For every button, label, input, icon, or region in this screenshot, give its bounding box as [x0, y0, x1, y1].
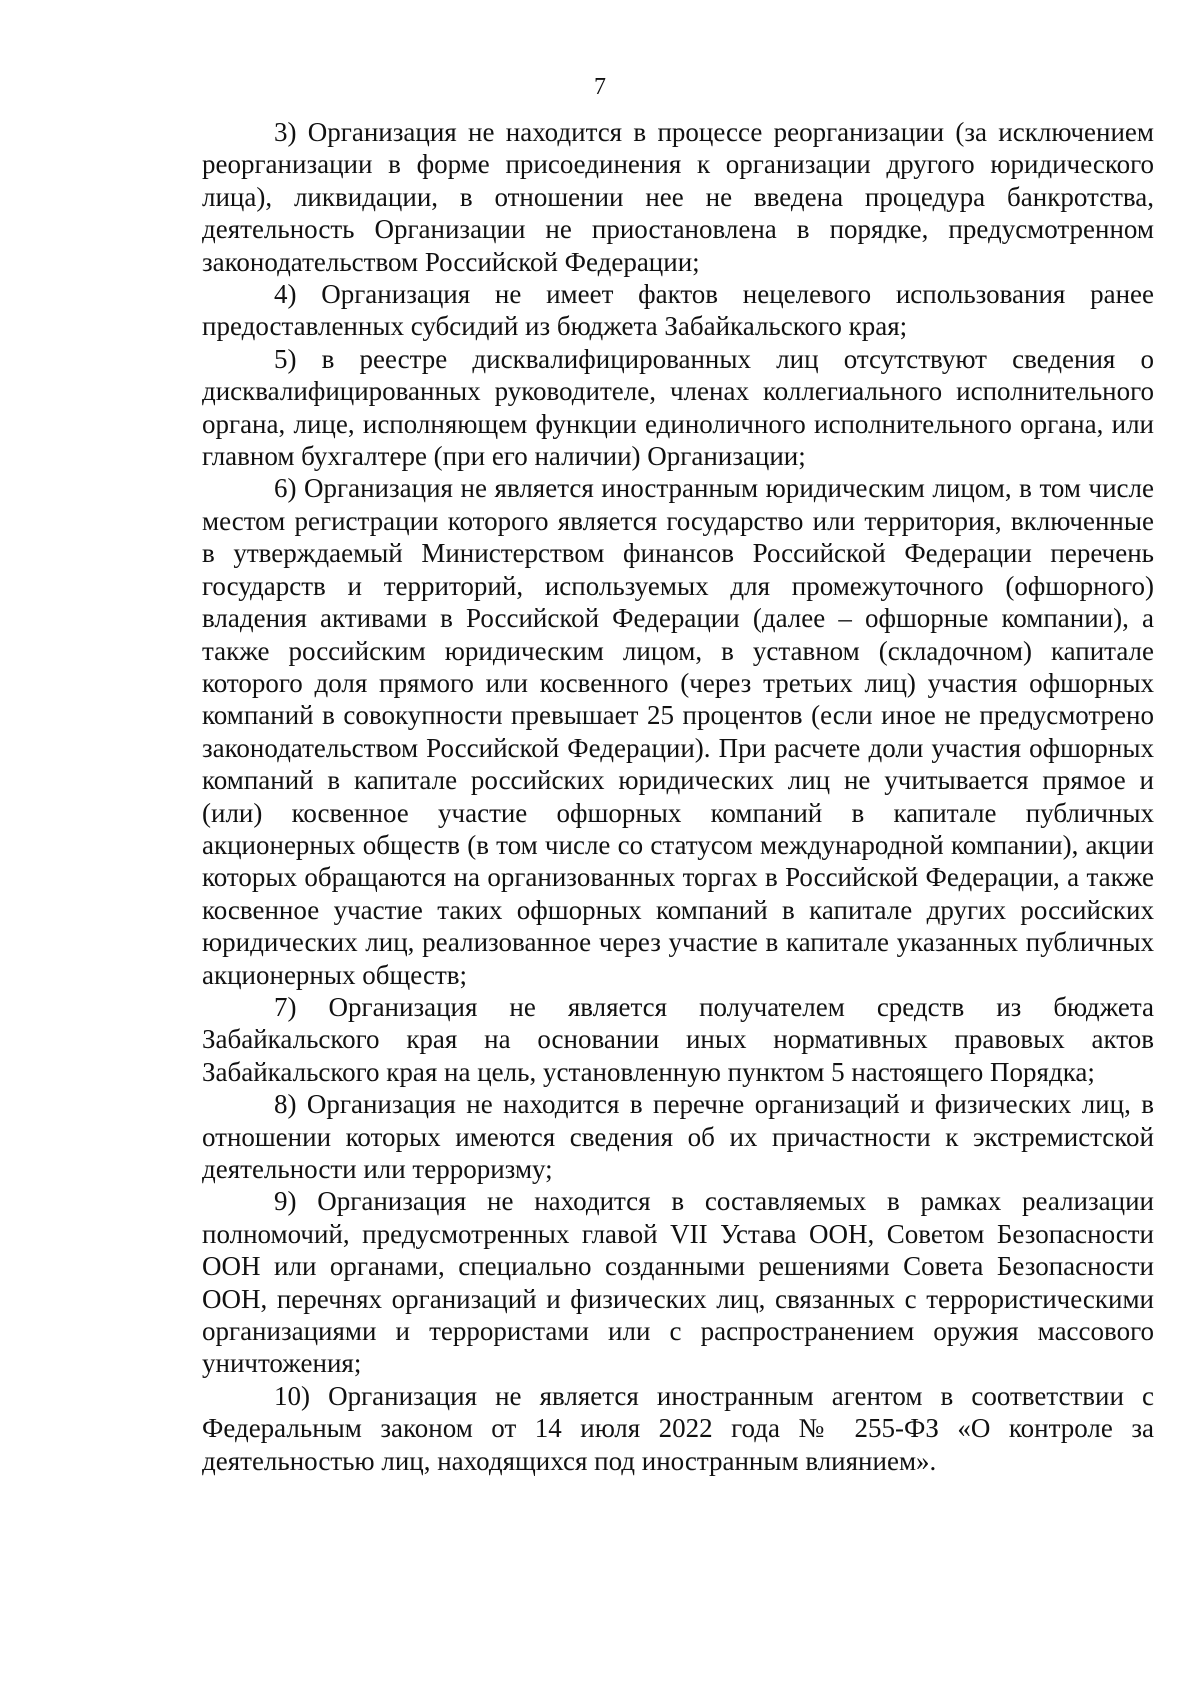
paragraph-item-7: 7) Организация не является получателем средств из бюджета Забайкальского края на основании иных нормативных правовых актов Забайкальского края на цель, установленную пунктом 5 настоящего Порядка; — [202, 991, 1154, 1087]
paragraph-item-4: 4) Организация не имеет фактов нецелевого использования ранее предоставленных субсидий из бюджета Забайкальского края; — [202, 279, 1154, 342]
paragraph-item-8: 8) Организация не находится в перечне организаций и физических лиц, в отношении которых имеются сведения об их причастности к экстремистской деятельности или терроризму; — [202, 1089, 1154, 1184]
paragraph-item-6: 6) Организация не является иностранным юридическим лицом, в том числе местом регистрации которого является государство или территория, включенные в утверждаемый Министерством финансов Российской Федерации перечень государств и территорий, используемых для промежуточного (офшорного) владения активами в Российской Федерации (далее – офшорные компании), а также российским юридическим лицом, в уставном (складочном) капитале которого доля прямого или косвенного (через третьих лиц) участия офшорных компаний в совокупности превышает 25 процентов (если иное не предусмотрено законодательством Российской Федерации). При расчете доли участия офшорных компаний в капитале российских юридических лиц не учитывается прямое и (или) косвенное участие офшорных компаний в капитале публичных акционерных обществ (в том числе со статусом международной компании), акции которых обращаются на организованных торгах в Российской Федерации, а также косвенное участие таких офшорных компаний в капитале других российских юридических лиц, реализованное через участие в капитале указанных публичных акционерных обществ; — [202, 473, 1154, 990]
paragraph-item-10: 10) Организация не является иностранным агентом в соответствии с Федеральным законом от 14 июля 2022 года № 255-ФЗ «О контроле за деятельностью лиц, находящихся под иностранным влиянием». — [202, 1380, 1154, 1476]
paragraph-item-9: 9) Организация не находится в составляемых в рамках реализации полномочий, предусмотренных главой VII Устава ООН, Советом Безопасности ООН или органами, специально созданными решениями Совета Безопасности ООН, перечнях организаций и физических лиц, связанных с террористическими организациями и террористами или с распространением оружия массового уничтожения; — [202, 1186, 1154, 1379]
paragraph-item-3: 3) Организация не находится в процессе реорганизации (за исключением реорганизации в форме присоединения к организации другого юридического лица), ликвидации, в отношении нее не введена процедура банкротства, деятельность Организации не приостановлена в порядке, предусмотренном законодательством Российской Федерации; — [202, 117, 1154, 277]
paragraph-item-5: 5) в реестре дисквалифицированных лиц отсутствуют сведения о дисквалифицированных руководителе, членах коллегиального исполнительного органа, лице, исполняющем функции единоличного исполнительного органа, или главном бухгалтере (при его наличии) Организации; — [202, 343, 1154, 472]
page-number: 7 — [594, 74, 606, 100]
document-body — [202, 116, 1154, 1477]
